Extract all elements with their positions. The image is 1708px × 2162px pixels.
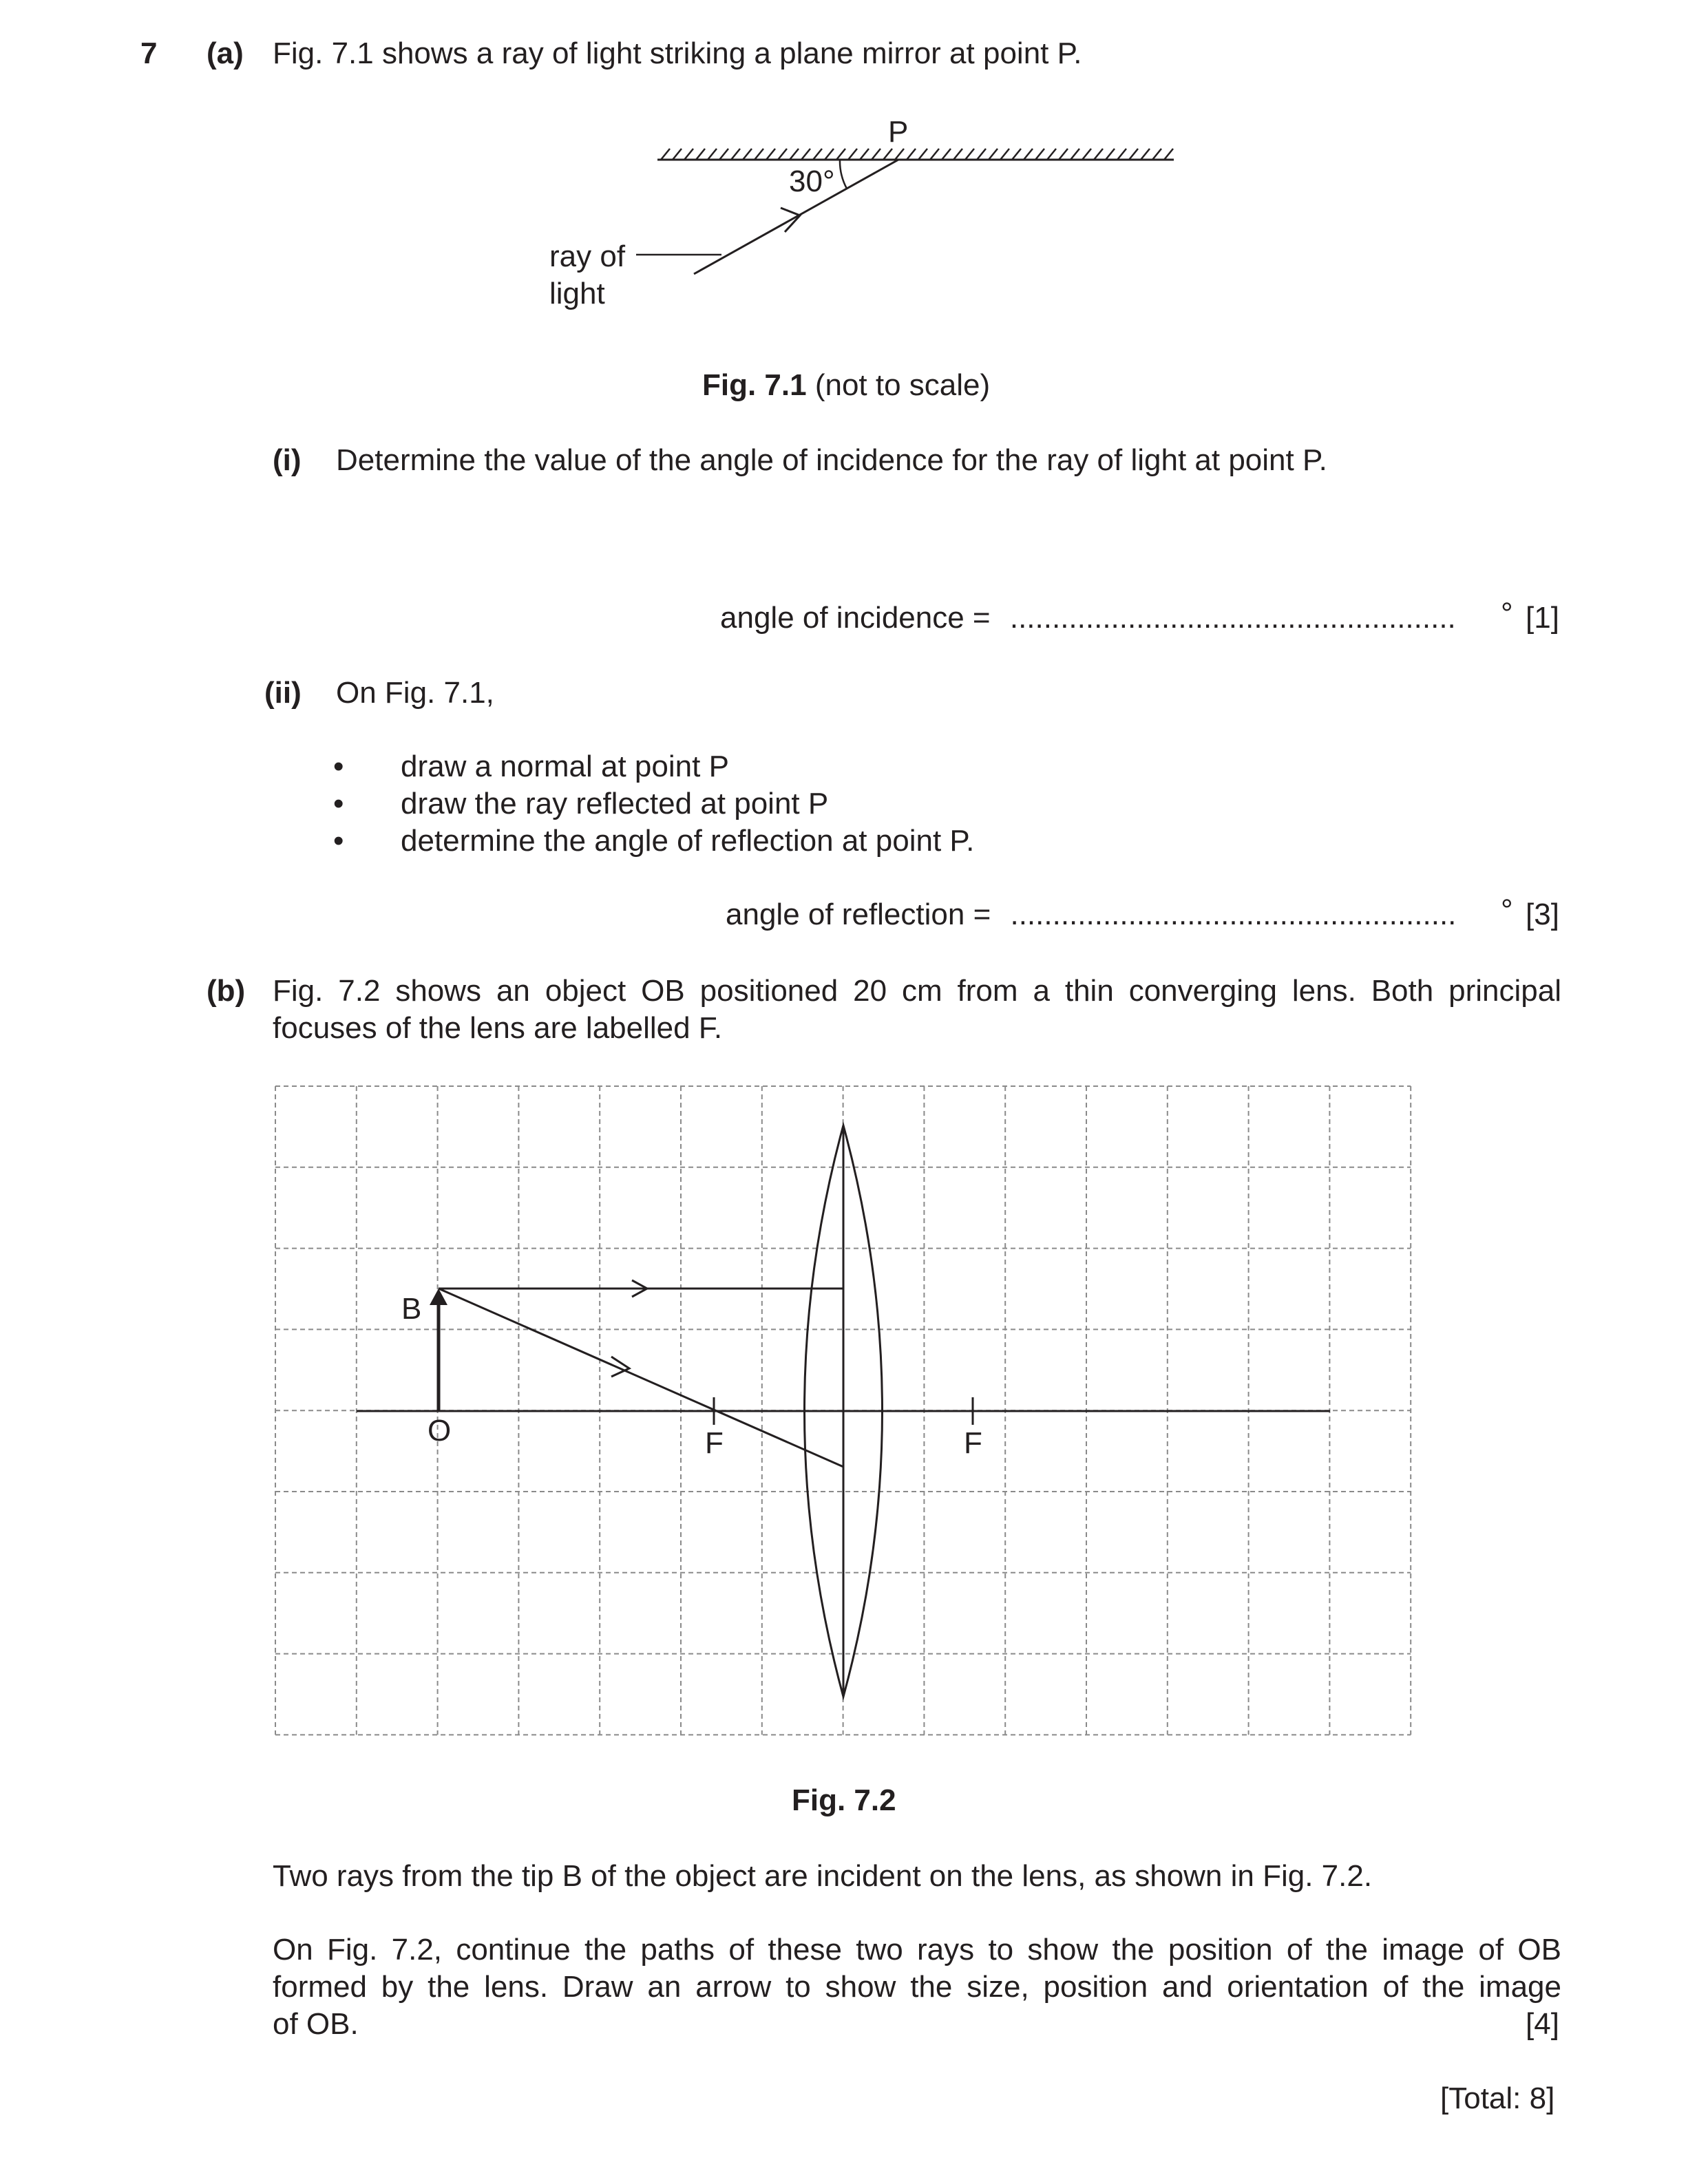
- answer-label: angle of reflection =: [726, 898, 1000, 931]
- part-a-intro: Fig. 7.1 shows a ray of light striking a plane mirror at point P.: [273, 36, 1082, 70]
- fig-7-1-caption-bold: Fig. 7.1: [702, 368, 807, 402]
- angle-30-label: 30°: [789, 165, 835, 198]
- bullet-dot: •: [333, 750, 344, 783]
- label-f-right: F: [964, 1426, 982, 1460]
- bullet-dot: •: [333, 787, 344, 820]
- bullet-text: determine the angle of reflection at point P.: [401, 824, 975, 858]
- marks-ii: [3]: [1526, 898, 1559, 931]
- degree-unit: °: [1501, 597, 1513, 630]
- part-b-para2-line1: On Fig. 7.2, continue the paths of these two rays to show the position of the image of OB: [273, 1933, 1561, 1967]
- question-number: 7: [140, 36, 158, 70]
- bullet-text: draw the ray reflected at point P: [401, 787, 829, 820]
- sub-ii-label: (ii): [264, 676, 302, 710]
- sub-ii-text: On Fig. 7.1,: [336, 676, 494, 710]
- total-marks: [Total: 8]: [1440, 2081, 1555, 2115]
- point-p-label: P: [888, 115, 909, 149]
- part-b-para1: Two rays from the tip B of the object are incident on the lens, as shown in Fig. 7.2.: [273, 1859, 1373, 1893]
- part-b-label: (b): [207, 974, 246, 1008]
- label-f-left: F: [705, 1426, 724, 1460]
- part-b-intro-line1: Fig. 7.2 shows an object OB positioned 20 cm from a thin converging lens. Both principal: [273, 974, 1561, 1008]
- part-b-intro-line2: focuses of the lens are labelled F.: [273, 1011, 723, 1045]
- answer-dots[interactable]: .....................................................: [1010, 898, 1457, 931]
- marks-b: [4]: [1526, 2007, 1559, 2041]
- bullet-dot: •: [333, 824, 344, 858]
- label-o: O: [428, 1414, 452, 1448]
- part-b-para2-line3: of OB.: [273, 2007, 359, 2041]
- marks-i: [1]: [1526, 601, 1559, 635]
- ray-label-line1: ray of: [549, 240, 626, 273]
- part-b-para2-line2: formed by the lens. Draw an arrow to show the size, position and orientation of the image: [273, 1970, 1561, 2004]
- part-a-label: (a): [207, 36, 244, 70]
- fig-7-2-caption: Fig. 7.2: [792, 1783, 896, 1817]
- answer-dots[interactable]: .....................................................: [1009, 601, 1456, 635]
- answer-label: angle of incidence =: [720, 601, 999, 635]
- ray-label-line2: light: [549, 277, 605, 310]
- bullet-text: draw a normal at point P: [401, 750, 729, 783]
- degree-unit: °: [1501, 893, 1513, 927]
- sub-i-label: (i): [273, 443, 302, 477]
- fig-7-1-caption-note: (not to scale): [806, 368, 991, 402]
- label-b: B: [401, 1292, 422, 1326]
- focal-ray: [439, 1289, 843, 1467]
- sub-i-text: Determine the value of the angle of incidence for the ray of light at point P.: [336, 443, 1327, 477]
